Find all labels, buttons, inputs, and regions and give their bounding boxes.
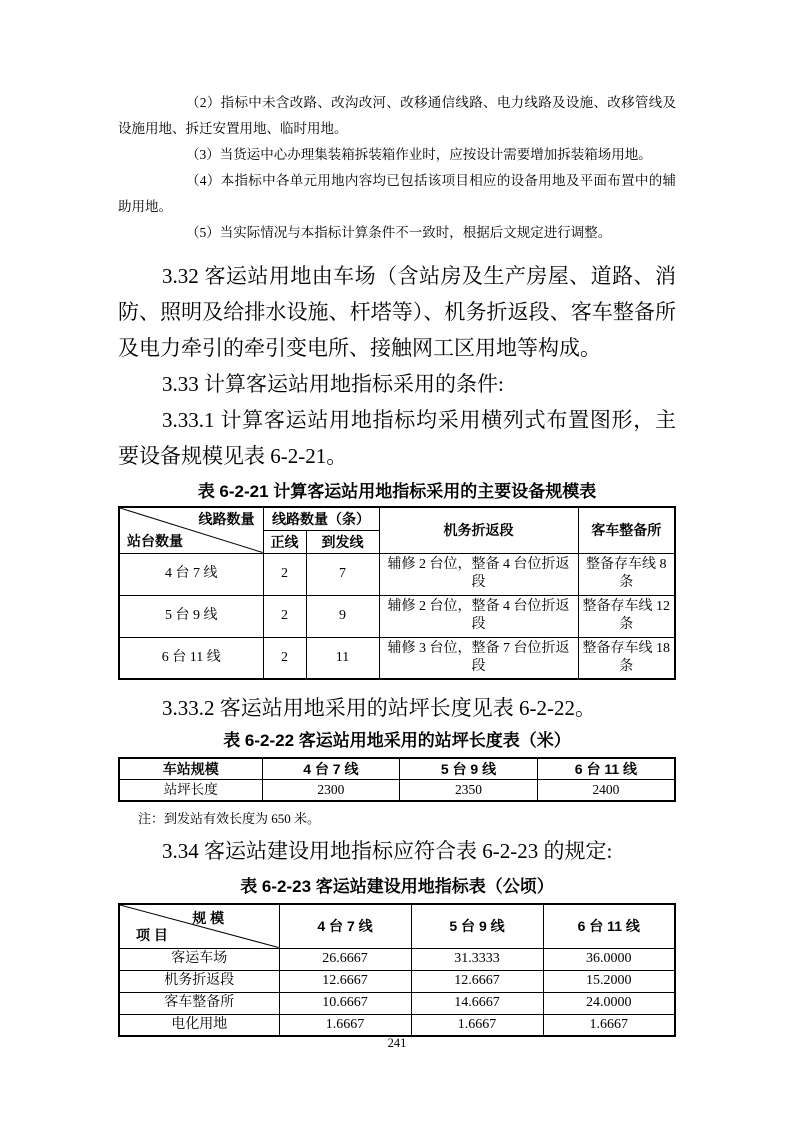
- table-row: [119, 970, 675, 992]
- cell-main-lines: 2: [263, 553, 306, 595]
- note-paragraph-4: （4）本指标中各单元用地内容均已包括该项目相应的设备用地及平面布置中的辅助用地。: [118, 173, 676, 214]
- diag-label-platform-count: 站台数量: [127, 532, 183, 549]
- column-header-4p7l: 4 台 7 线: [262, 758, 400, 780]
- table-footnote: 注：到发站有效长度为 650 米。: [138, 811, 321, 826]
- cell-value: 24.0000: [543, 992, 675, 1014]
- page-number: 241: [387, 1036, 407, 1050]
- column-header-yard: 客车整备所: [578, 507, 675, 553]
- column-header-station-scale: 车站规模: [119, 758, 262, 780]
- cell-value: 14.6667: [411, 992, 543, 1014]
- section-3-32: 3.32 客运站用地由车场（含站房及生产房屋、道路、消防、照明及给排水设施、杆塔等）、机务折返段、客车整备所及电力牵引的牵引变电所、接触网工区用地等构成。: [118, 264, 676, 360]
- cell-arrival-lines: 7: [306, 553, 379, 595]
- table-row: [119, 992, 675, 1014]
- section-3-33-1: 3.33.1 计算客运站用地指标均采用横列式布置图形，主要设备规模见表 6-2-21。: [118, 408, 676, 468]
- cell-item-label: 电化用地: [119, 1014, 279, 1036]
- note-paragraph-3: （3）当货运中心办理集装箱拆装箱作业时，应按设计需要增加拆装箱场用地。: [186, 147, 652, 162]
- cell-depot: 辅修 2 台位，整备 4 台位折返段: [379, 553, 578, 595]
- cell-scale: 5 台 9 线: [119, 595, 263, 637]
- cell-value: 1.6667: [543, 1014, 675, 1036]
- column-header-6p11l: 6 台 11 线: [543, 904, 675, 948]
- section-3-34: 3.34 客运站建设用地指标应符合表 6-2-23 的规定:: [162, 839, 613, 863]
- cell-row-label: 站坪长度: [119, 780, 262, 802]
- column-header-5p9l: 5 台 9 线: [400, 758, 538, 780]
- cell-yard: 整备存车线 12 条: [578, 595, 675, 637]
- table-row: [119, 637, 675, 679]
- cell-main-lines: 2: [263, 637, 306, 679]
- page-content: [118, 0, 676, 1037]
- section-3-33: 3.33 计算客运站用地指标采用的条件:: [162, 372, 504, 396]
- table-6-2-23: [118, 903, 676, 1037]
- table-row: [119, 780, 675, 802]
- sub-header-main-line: 正线: [263, 530, 306, 553]
- sub-header-arrival-line: 到发线: [306, 530, 379, 553]
- cell-item-label: 客运车场: [119, 948, 279, 970]
- diag-label-scale: 规 模: [192, 910, 225, 926]
- table-6-2-22-title: 表 6-2-22 客运站用地采用的站坪长度表（米）: [223, 731, 571, 750]
- cell-scale: 4 台 7 线: [119, 553, 263, 595]
- column-header-5p9l: 5 台 9 线: [411, 904, 543, 948]
- cell-value: 15.2000: [543, 970, 675, 992]
- table-6-2-21-title: 表 6-2-21 计算客运站用地指标采用的主要设备规模表: [197, 482, 597, 501]
- cell-arrival-lines: 9: [306, 595, 379, 637]
- cell-arrival-lines: 11: [306, 637, 379, 679]
- table-row: [119, 1014, 675, 1036]
- cell-value: 36.0000: [543, 948, 675, 970]
- cell-depot: 辅修 2 台位，整备 4 台位折返段: [379, 595, 578, 637]
- diag-label-line-count: 线路数量: [198, 511, 255, 527]
- diag-label-item: 项 目: [136, 926, 168, 943]
- diagonal-header-cell: [119, 904, 279, 948]
- cell-yard: 整备存车线 18 条: [578, 637, 675, 679]
- cell-value: 12.6667: [411, 970, 543, 992]
- cell-value: 1.6667: [411, 1014, 543, 1036]
- cell-length: 2300: [262, 780, 400, 802]
- cell-length: 2350: [400, 780, 538, 802]
- cell-value: 1.6667: [279, 1014, 411, 1036]
- cell-scale: 6 台 11 线: [119, 637, 263, 679]
- column-header-4p7l: 4 台 7 线: [279, 904, 411, 948]
- diagonal-header-cell: [119, 507, 263, 553]
- cell-yard: 整备存车线 8 条: [578, 553, 675, 595]
- notes-block: [118, 90, 676, 246]
- table-row: [119, 948, 675, 970]
- cell-value: 26.6667: [279, 948, 411, 970]
- column-header-depot: 机务折返段: [379, 507, 578, 553]
- table-row: [119, 595, 675, 637]
- note-paragraph-2: （2）指标中未含改路、改沟改河、改移通信线路、电力线路及设施、改移管线及设施用地、拆迁安置用地、临时用地。: [118, 95, 676, 136]
- cell-value: 31.3333: [411, 948, 543, 970]
- section-3-33-2: 3.33.2 客运站用地采用的站坪长度见表 6-2-22。: [162, 696, 596, 720]
- table-row: [119, 553, 675, 595]
- cell-depot: 辅修 3 台位，整备 7 台位折返段: [379, 637, 578, 679]
- cell-value: 12.6667: [279, 970, 411, 992]
- table-6-2-23-title: 表 6-2-23 客运站建设用地指标表（公顷）: [240, 877, 554, 896]
- table-6-2-21: [118, 506, 676, 680]
- cell-item-label: 客车整备所: [119, 992, 279, 1014]
- table-6-2-22: [118, 757, 676, 802]
- column-header-6p11l: 6 台 11 线: [537, 758, 675, 780]
- cell-value: 10.6667: [279, 992, 411, 1014]
- cell-item-label: 机务折返段: [119, 970, 279, 992]
- note-paragraph-5: （5）当实际情况与本指标计算条件不一致时，根据后文规定进行调整。: [186, 225, 612, 240]
- cell-length: 2400: [537, 780, 675, 802]
- cell-main-lines: 2: [263, 595, 306, 637]
- column-group-header: 线路数量（条）: [263, 507, 379, 530]
